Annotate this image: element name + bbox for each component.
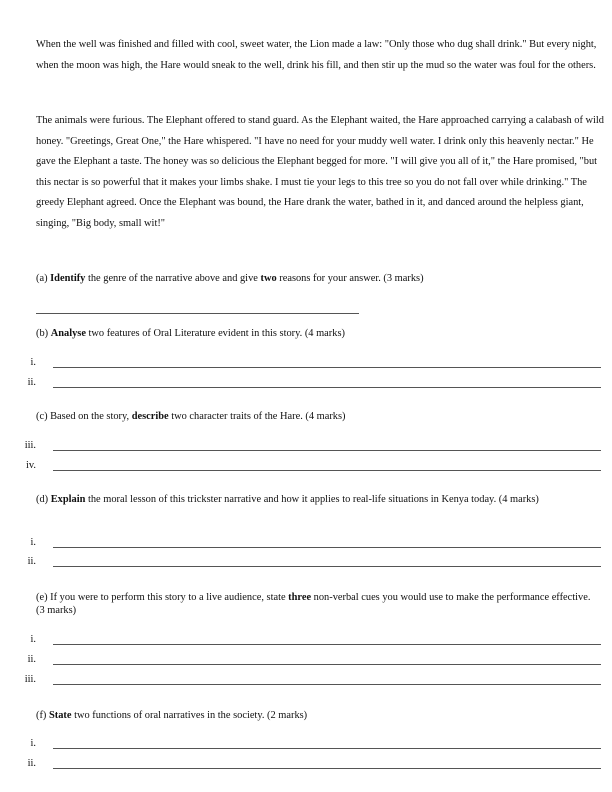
passage-paragraph-2: The animals were furious. The Elephant offered to stand guard. As the Elephant waited, the Hare approached carrying a calabash of wild honey. "Greetings, Great One," the Hare whispered. "I have no need for your muddy well water. I drink only this heavenly nectar." He gave the Elephant a taste. The honey was so delicious the Elephant begged for more. "I will give you all of it," the Hare promised, "but this nectar is so powerful that it makes your limbs shake. I must tie your legs to this tree so you do not fall over while drinking." The greedy Elephant agreed. Once the Elephant was bound, the Hare drank the water, bathed in it, and danced around the helpless giant, singing, "Big body, small wit!" <box>36 115 605 229</box>
answer-line-e-3[interactable] <box>0 674 612 688</box>
question-e: (e) If you were to perform this story to a live audience, state three non-verbal cues you would use to make the performance effective. (3 marks) <box>36 592 591 616</box>
answer-line-b-2[interactable] <box>0 377 612 391</box>
line-numeral: iii. <box>24 440 36 451</box>
answer-line-f-2[interactable] <box>0 758 612 772</box>
answer-line-d-2[interactable] <box>0 556 612 570</box>
line-numeral: i. <box>30 738 36 749</box>
line-numeral: i. <box>30 537 36 548</box>
passage-paragraph-1: When the well was finished and filled with cool, sweet water, the Lion made a law: "Only those who dug shall drink." But every night, when the moon was high, the Hare would sneak to the well, drink his fill, and then stir up the mud so the water was foul for the others. <box>36 39 597 71</box>
answer-line-e-2[interactable] <box>0 654 612 668</box>
line-numeral: ii. <box>27 556 36 567</box>
answer-line-b-1[interactable] <box>0 357 612 371</box>
question-d: (d) Explain the moral lesson of this trickster narrative and how it applies to real-life situations in Kenya today. (4 marks) <box>36 494 539 505</box>
answer-line-e-1[interactable] <box>0 634 612 648</box>
answer-line-d-1[interactable] <box>0 537 612 551</box>
line-numeral: i. <box>30 357 36 368</box>
question-b: (b) Analyse two features of Oral Literature evident in this story. (4 marks) <box>36 328 345 339</box>
answer-line-c-1[interactable] <box>0 440 612 454</box>
answer-line-c-2[interactable] <box>0 460 612 474</box>
line-numeral: ii. <box>27 377 36 388</box>
question-f: (f) State two functions of oral narratives in the society. (2 marks) <box>36 710 308 721</box>
answer-line-f-1[interactable] <box>0 738 612 752</box>
question-c: (c) Based on the story, describe two character traits of the Hare. (4 marks) <box>36 411 346 422</box>
line-numeral: ii. <box>27 654 36 665</box>
line-numeral: iv. <box>25 460 36 471</box>
line-numeral: iii. <box>24 674 36 685</box>
line-numeral: i. <box>30 634 36 645</box>
answer-line-a[interactable] <box>36 313 359 314</box>
question-a: (a) Identify the genre of the narrative above and give two reasons for your answer. (3 marks) <box>36 273 424 284</box>
line-numeral: ii. <box>27 758 36 769</box>
